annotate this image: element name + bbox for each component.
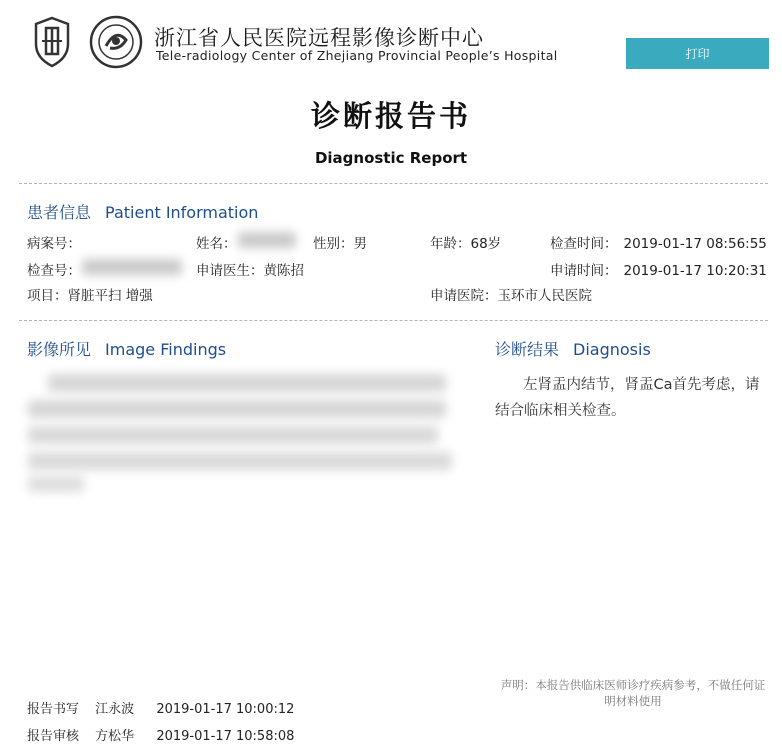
report-reviewer-row bbox=[27, 725, 294, 744]
findings-heading-en: Image Findings bbox=[105, 340, 227, 359]
exam-time-label: 检查时间： bbox=[550, 236, 618, 252]
reviewer-time: 2019-01-17 10:58:08 bbox=[156, 729, 295, 744]
diagnosis-text: 左肾盂内结节，肾盂Ca首先考虑，请结合临床相关检查。 bbox=[495, 377, 760, 419]
patient-info-heading bbox=[27, 200, 258, 223]
divider bbox=[19, 183, 768, 184]
exam-time-field bbox=[550, 232, 767, 252]
hospital-name-en: Tele-radiology Center of Zhejiang Provincial People’s Hospital bbox=[156, 48, 558, 63]
item-field bbox=[27, 284, 153, 304]
doctor-value: 黄陈招 bbox=[263, 263, 304, 279]
diagnosis-heading-cn: 诊断结果 bbox=[495, 340, 560, 359]
reviewer-label: 报告审核 bbox=[27, 729, 80, 744]
age-field bbox=[430, 232, 501, 252]
gender-value: 男 bbox=[353, 236, 367, 252]
gender-label: 性别： bbox=[313, 236, 354, 252]
report-title-en: Diagnostic Report bbox=[314, 149, 468, 167]
hospital-name-cn: 浙江省人民医院远程影像诊断中心 bbox=[154, 26, 484, 50]
exam-no-label: 检查号： bbox=[27, 263, 81, 279]
item-value: 肾脏平扫 增强 bbox=[67, 288, 153, 304]
redacted-line bbox=[28, 452, 452, 470]
medical-center-seal-logo bbox=[88, 14, 144, 70]
report-writer-row bbox=[27, 698, 294, 717]
writer-name: 江永波 bbox=[95, 702, 135, 717]
diagnosis-heading bbox=[495, 337, 651, 360]
case-no-label: 病案号： bbox=[27, 236, 81, 252]
reviewer-name: 方松华 bbox=[95, 729, 135, 744]
writer-label: 报告书写 bbox=[27, 702, 80, 717]
exam-time-value: 2019-01-17 08:56:55 bbox=[623, 236, 767, 252]
findings-heading bbox=[27, 337, 226, 360]
report-title-cn: 诊断报告书 bbox=[310, 99, 471, 133]
divider bbox=[19, 320, 768, 321]
print-button[interactable]: 打印 bbox=[626, 38, 769, 69]
disclaimer-notice: 声明：本报告供临床医师诊疗疾病参考，不做任何证明材料使用 bbox=[500, 678, 766, 708]
redacted-line bbox=[48, 374, 446, 392]
hospital-value: 玉环市人民医院 bbox=[497, 288, 592, 304]
hospital-field bbox=[430, 284, 592, 304]
patient-info-heading-cn: 患者信息 bbox=[27, 203, 92, 222]
hospital-emblem-logo bbox=[24, 14, 80, 70]
request-time-label: 申请时间： bbox=[550, 263, 618, 279]
redacted-name bbox=[238, 232, 296, 248]
diagnosis-heading-en: Diagnosis bbox=[573, 340, 651, 359]
redacted-line bbox=[28, 400, 446, 418]
age-label: 年龄： bbox=[430, 236, 471, 252]
gender-field bbox=[313, 232, 367, 252]
redacted-line bbox=[28, 476, 84, 492]
writer-time: 2019-01-17 10:00:12 bbox=[156, 702, 295, 717]
doctor-field bbox=[196, 259, 304, 279]
patient-info-heading-en: Patient Information bbox=[105, 203, 259, 222]
request-time-value: 2019-01-17 10:20:31 bbox=[623, 263, 767, 279]
findings-heading-cn: 影像所见 bbox=[27, 340, 92, 359]
age-value: 68岁 bbox=[470, 236, 502, 252]
redacted-line bbox=[28, 426, 438, 444]
request-time-field bbox=[550, 259, 767, 279]
name-label: 姓名： bbox=[196, 236, 237, 252]
redacted-exam-no bbox=[82, 259, 182, 275]
item-label: 项目： bbox=[27, 288, 68, 304]
doctor-label: 申请医生： bbox=[196, 263, 264, 279]
hospital-label: 申请医院： bbox=[430, 288, 498, 304]
